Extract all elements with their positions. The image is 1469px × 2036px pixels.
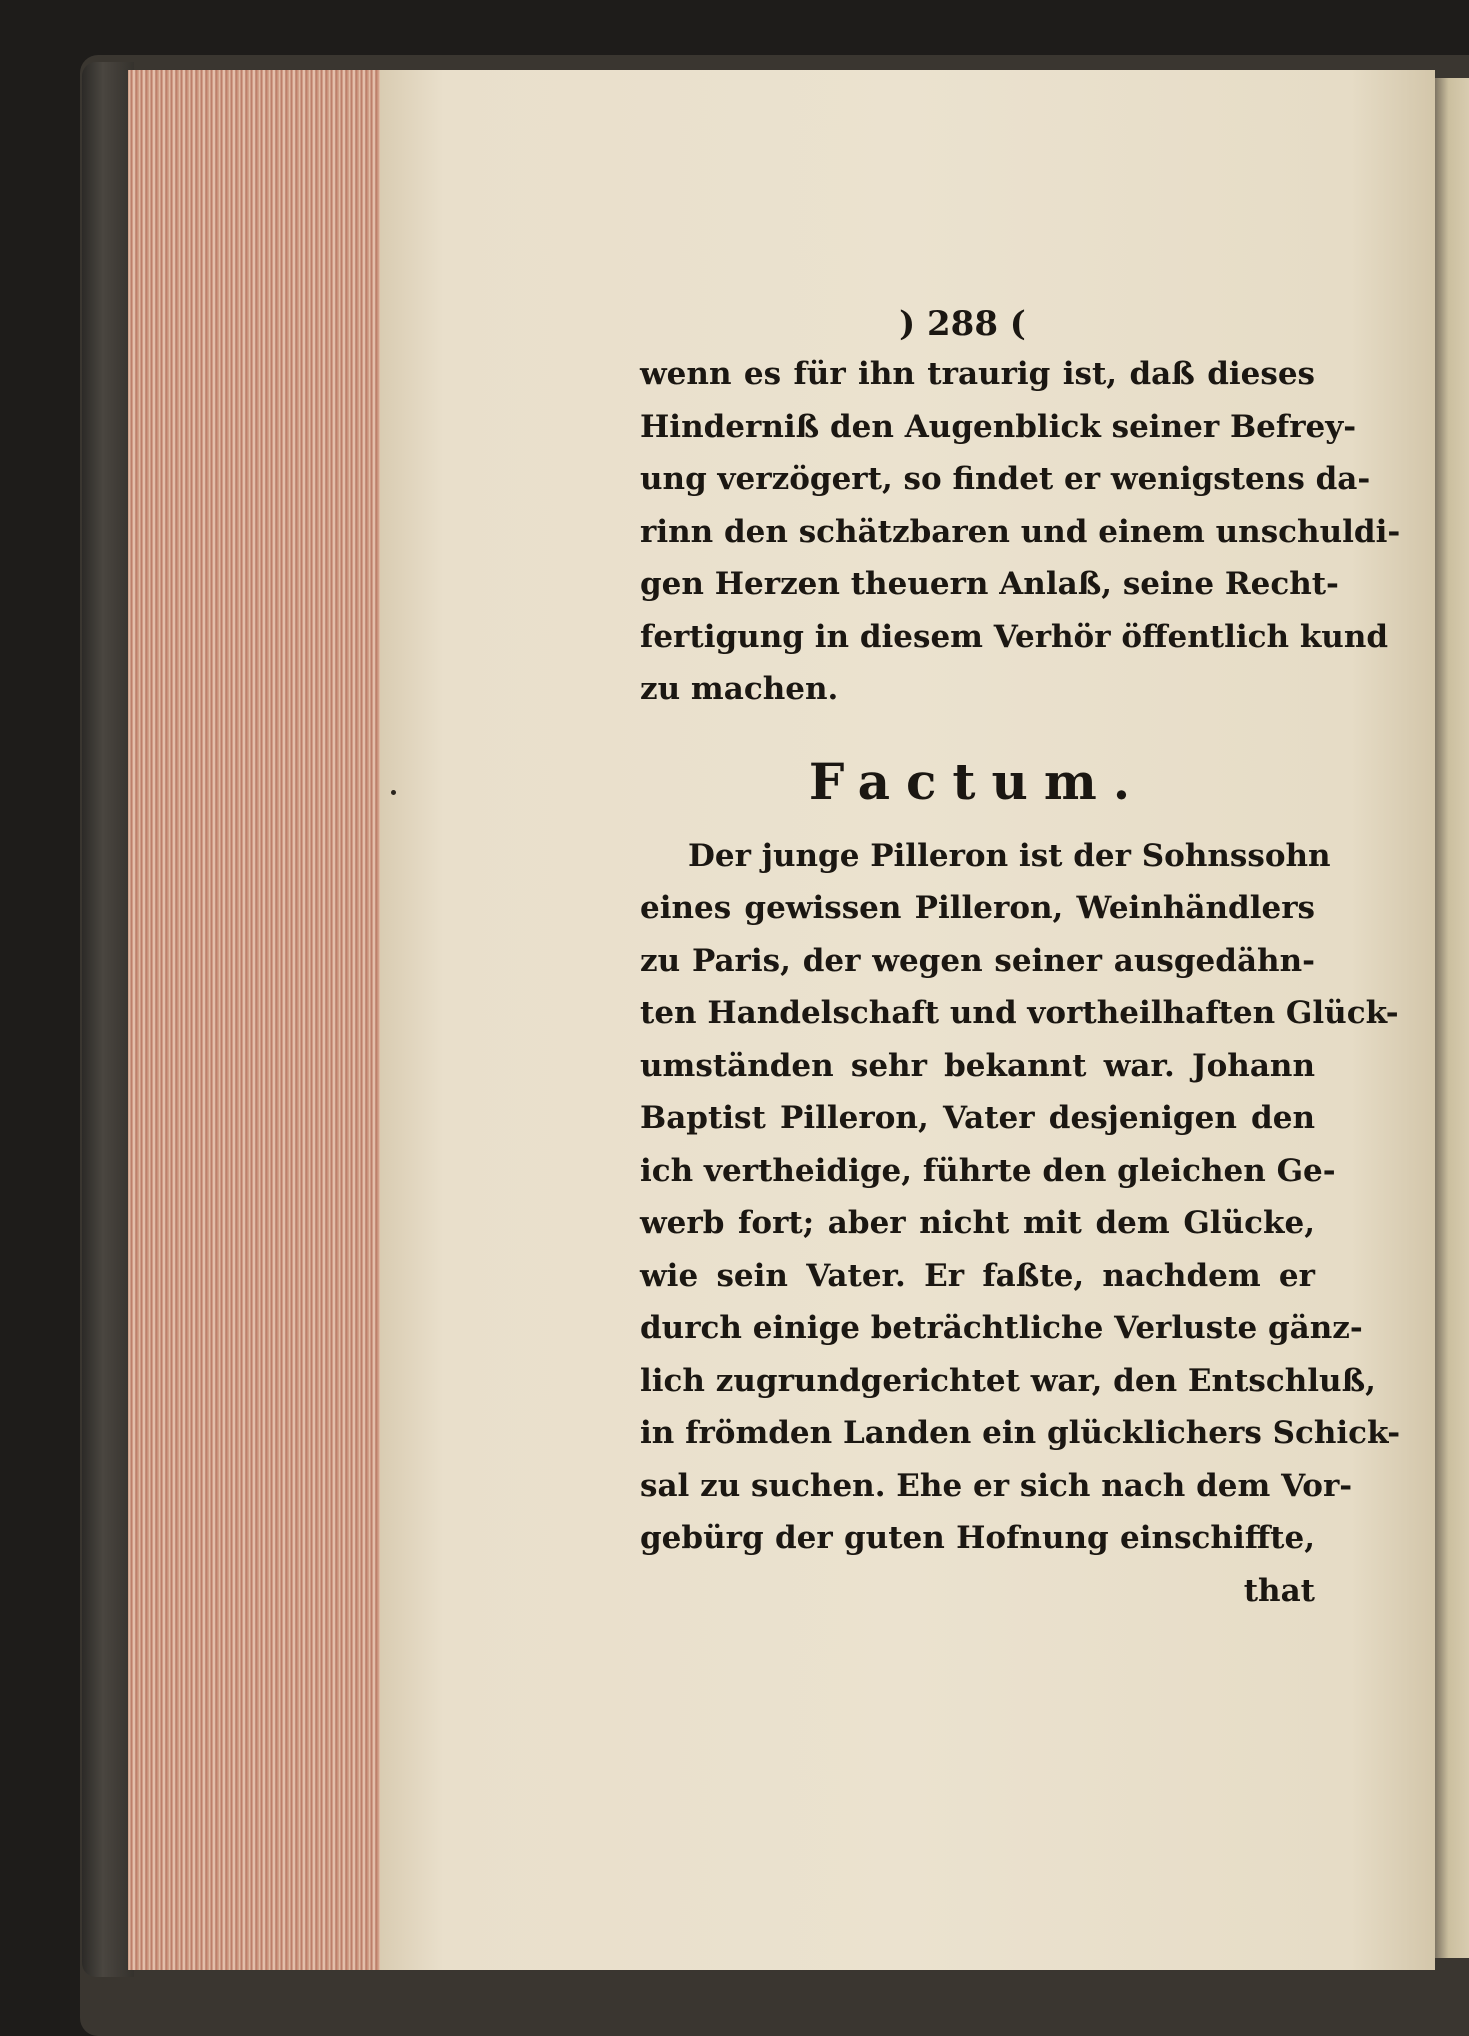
text-line: lich zugrundgerichtet war, den Entschluß, (640, 1362, 1376, 1399)
paragraph-2 (640, 830, 1401, 1565)
ink-speck (391, 790, 396, 795)
text-line: zu machen. (640, 671, 839, 707)
text-line: Hinderniß den Augenblick seiner Befrey- (640, 408, 1357, 445)
section-title: Factum. (808, 751, 1147, 811)
text-line: umständen sehr bekannt war. Johann (640, 1047, 1315, 1084)
text-line: zu Paris, der wegen seiner ausgedähn- (640, 942, 1315, 979)
text-line: in frömden Landen ein glücklichers Schick- (640, 1415, 1401, 1451)
text-line: fertigung in diesem Verhör öffentlich kund (640, 618, 1389, 655)
text-line: wie sein Vater. Er faßte, nachdem er (640, 1257, 1315, 1294)
page-text (640, 300, 1401, 1617)
text-line: Der junge Pilleron ist der Sohnssohn (688, 837, 1331, 874)
text-line: gebürg der guten Hofnung einschiffte, (640, 1520, 1315, 1556)
text-line: durch einige beträchtliche Verluste gänz- (640, 1310, 1363, 1346)
text-line: sal zu suchen. Ehe er sich nach dem Vor- (640, 1467, 1353, 1504)
text-line: eines gewissen Pilleron, Weinhändlers (640, 890, 1315, 926)
text-line: wenn es für ihn traurig ist, daß dieses (640, 356, 1315, 392)
book-cover-spine (82, 62, 134, 1977)
facing-page-edge (1435, 78, 1469, 1958)
paragraph-1 (640, 348, 1401, 716)
text-line: ten Handelschaft und vortheilhaften Glück- (640, 995, 1399, 1031)
text-line: werb fort; aber nicht mit dem Glücke, (640, 1205, 1315, 1241)
text-line: ung verzögert, so findet er wenigstens da- (640, 461, 1371, 497)
page-number-header: ) 288 ( (899, 304, 1026, 344)
text-line: Baptist Pilleron, Vater desjenigen den (640, 1100, 1315, 1136)
text-line: gen Herzen theuern Anlaß, seine Recht- (640, 566, 1339, 602)
page-edges (128, 70, 382, 1970)
text-line: rinn den schätzbaren und einem unschuldi- (640, 513, 1401, 550)
catchword: that (1243, 1572, 1315, 1609)
text-line: ich vertheidige, führte den gleichen Ge- (640, 1152, 1336, 1189)
